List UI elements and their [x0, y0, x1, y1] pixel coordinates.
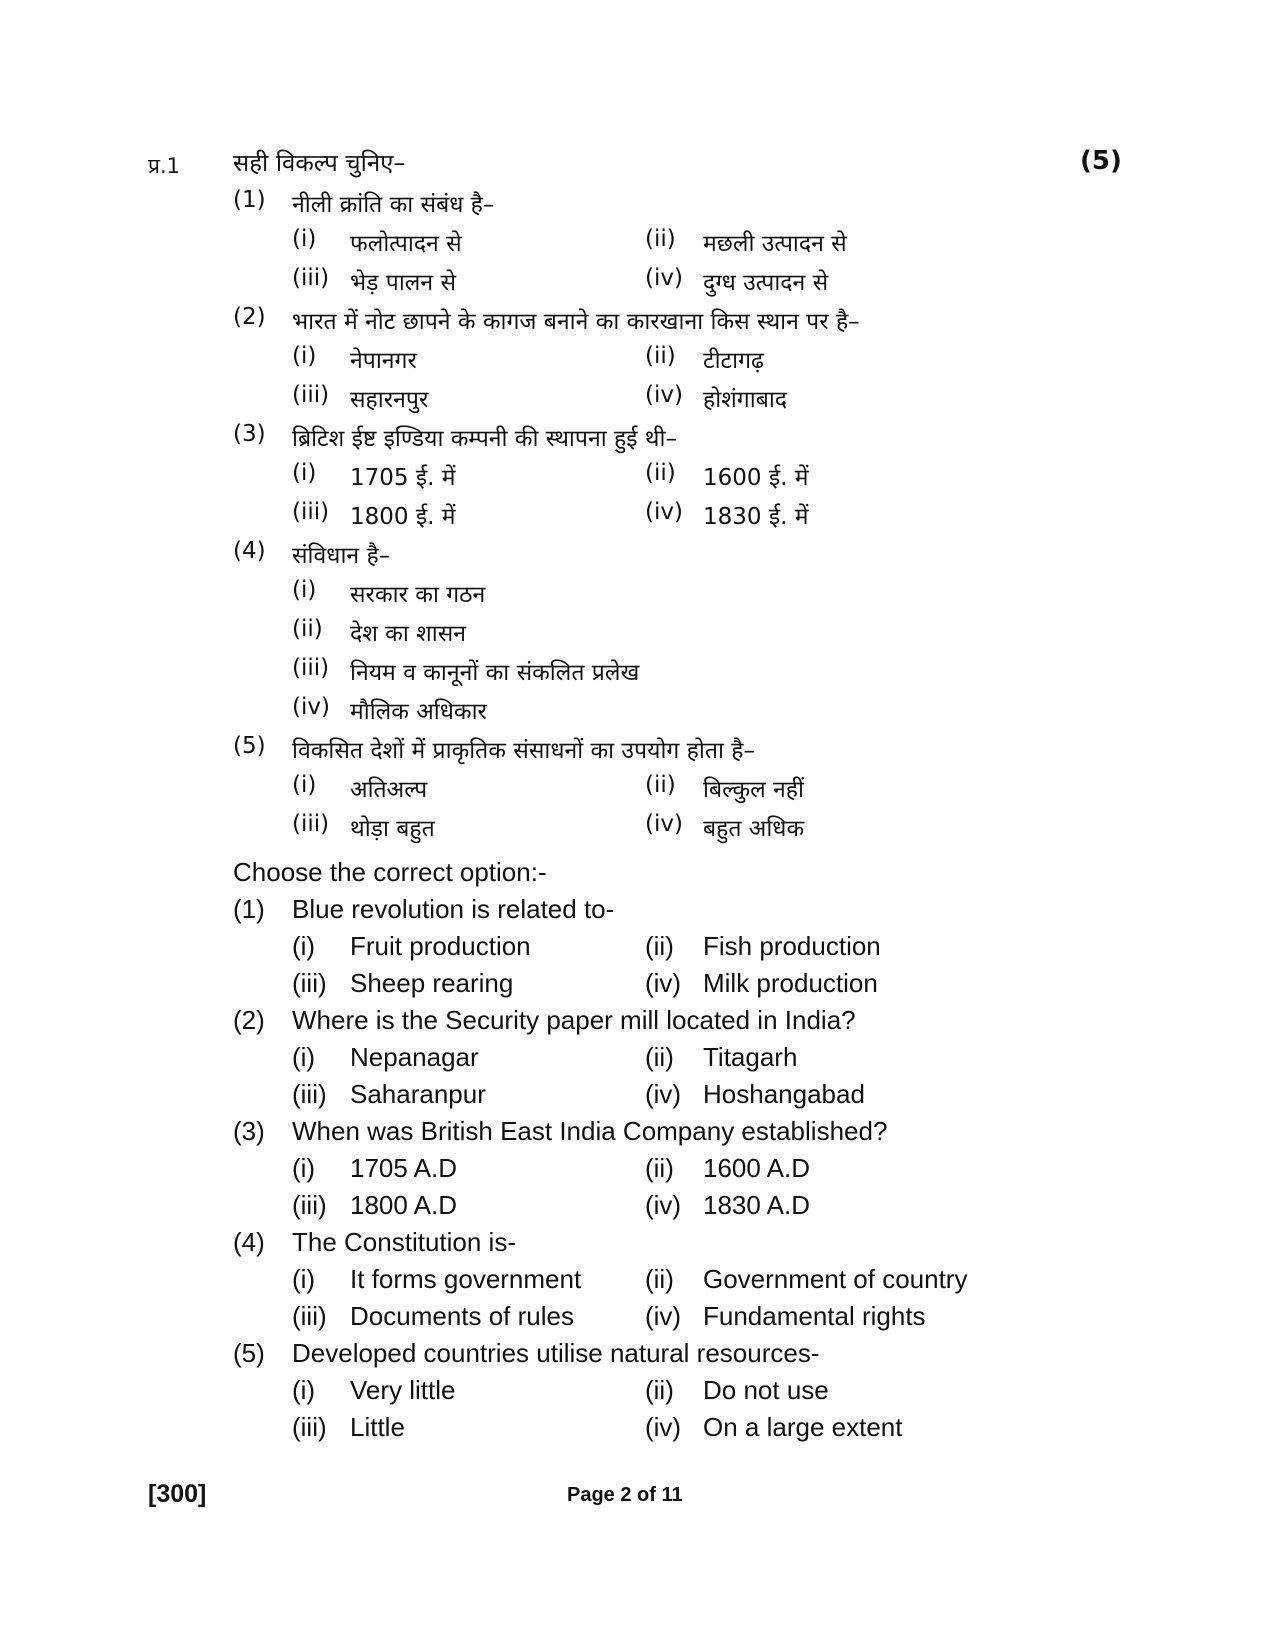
- options-row: [0, 1301, 1275, 1338]
- option-text: बिल्कुल नहीं: [703, 777, 804, 803]
- option-numeral: (ii): [645, 931, 674, 961]
- options-row: [0, 499, 1275, 538]
- options-row: [0, 1153, 1275, 1190]
- question-text: Where is the Security paper mill located in India?: [292, 1005, 856, 1035]
- option-numeral: (ii): [292, 616, 323, 642]
- option-text: 1705 A.D: [350, 1153, 457, 1183]
- paper-code: [300]: [148, 1480, 207, 1508]
- option-text: देश का शासन: [350, 621, 467, 647]
- question-text: When was British East India Company established?: [292, 1116, 888, 1146]
- option-numeral: (i): [292, 1153, 316, 1183]
- option-text: It forms government: [350, 1264, 582, 1294]
- option-text: सहारनपुर: [350, 387, 429, 413]
- english-instruction: Choose the correct option:-: [233, 857, 547, 887]
- option-text: सरकार का गठन: [350, 582, 486, 608]
- option-numeral: (iv): [645, 1412, 682, 1442]
- option-numeral: (iv): [292, 694, 330, 720]
- option-numeral: (iii): [292, 1412, 327, 1442]
- hindi-questions: [0, 187, 1275, 850]
- option-text: Titagarh: [703, 1042, 798, 1072]
- options-row: [0, 577, 1275, 616]
- options-row: [0, 1375, 1275, 1412]
- question-number: (5): [233, 1338, 265, 1368]
- option-numeral: (iii): [292, 265, 330, 291]
- hindi-instruction: सही विकल्प चुनिए–: [233, 149, 406, 177]
- option-text: Government of country: [703, 1264, 968, 1294]
- options-row: [0, 616, 1275, 655]
- option-numeral: (ii): [645, 1153, 674, 1183]
- question-number: (3): [233, 1116, 265, 1146]
- options-row: [0, 460, 1275, 499]
- option-numeral: (ii): [645, 460, 676, 486]
- option-numeral: (iii): [292, 968, 327, 998]
- option-numeral: (ii): [645, 226, 676, 252]
- option-text: Milk production: [703, 968, 878, 998]
- option-text: टीटागढ़: [703, 348, 764, 374]
- option-text: 1600 ई. में: [703, 465, 809, 491]
- question-number: (3): [233, 421, 266, 447]
- question-number: (5): [233, 733, 266, 759]
- option-text: 1800 ई. में: [350, 504, 456, 530]
- option-text: 1600 A.D: [703, 1153, 810, 1183]
- question-row: [0, 538, 1275, 577]
- question-text: ब्रिटिश ईष्ट इण्डिया कम्पनी की स्थापना हुई थी–: [292, 426, 677, 452]
- question-text: The Constitution is-: [292, 1227, 516, 1257]
- option-numeral: (ii): [645, 1264, 674, 1294]
- option-numeral: (ii): [645, 343, 676, 369]
- option-text: Do not use: [703, 1375, 829, 1405]
- option-numeral: (i): [292, 226, 317, 252]
- option-numeral: (iii): [292, 1190, 327, 1220]
- option-text: 1800 A.D: [350, 1190, 457, 1220]
- question-label: प्र.1: [148, 154, 180, 178]
- option-text: Documents of rules: [350, 1301, 574, 1331]
- option-numeral: (i): [292, 1264, 316, 1294]
- question-text: Blue revolution is related to-: [292, 894, 615, 924]
- option-text: नेपानगर: [350, 348, 417, 374]
- option-numeral: (i): [292, 772, 317, 798]
- question-number: (2): [233, 1005, 265, 1035]
- options-row: [0, 226, 1275, 265]
- option-text: 1705 ई. में: [350, 465, 456, 491]
- option-text: मछली उत्पादन से: [703, 231, 847, 257]
- options-row: [0, 931, 1275, 968]
- question-text: विकसित देशों में प्राकृतिक संसाधनों का उपयोग होता है–: [292, 738, 755, 764]
- option-numeral: (iii): [292, 655, 330, 681]
- question-text: संविधान है–: [292, 543, 391, 569]
- option-numeral: (i): [292, 577, 317, 603]
- option-numeral: (iii): [292, 382, 330, 408]
- question-number: (2): [233, 304, 266, 330]
- option-numeral: (iii): [292, 811, 330, 837]
- option-text: भेड़ पालन से: [350, 270, 457, 296]
- option-numeral: (iv): [645, 499, 683, 525]
- option-numeral: (iv): [645, 382, 683, 408]
- options-row: [0, 1264, 1275, 1301]
- question-number: (1): [233, 187, 266, 213]
- option-numeral: (i): [292, 1042, 316, 1072]
- options-row: [0, 655, 1275, 694]
- option-text: Fruit production: [350, 931, 531, 961]
- option-text: होशंगाबाद: [703, 387, 788, 413]
- option-numeral: (iv): [645, 1079, 682, 1109]
- options-row: [0, 265, 1275, 304]
- question-row: [0, 894, 1275, 931]
- question-row: [0, 733, 1275, 772]
- option-text: Sheep rearing: [350, 968, 514, 998]
- option-numeral: (iv): [645, 811, 683, 837]
- question-number: (4): [233, 1227, 265, 1257]
- option-text: 1830 ई. में: [703, 504, 809, 530]
- option-text: थोड़ा बहुत: [350, 816, 435, 842]
- options-row: [0, 382, 1275, 421]
- question-row: [0, 1338, 1275, 1375]
- option-numeral: (iv): [645, 968, 682, 998]
- options-row: [0, 811, 1275, 850]
- options-row: [0, 1412, 1275, 1449]
- option-numeral: (iv): [645, 1301, 682, 1331]
- question-row: [0, 1227, 1275, 1264]
- option-text: Nepanagar: [350, 1042, 479, 1072]
- english-instruction-row: [0, 857, 1275, 894]
- option-text: Fundamental rights: [703, 1301, 926, 1331]
- question-row: [0, 1116, 1275, 1153]
- option-text: On a large extent: [703, 1412, 903, 1442]
- question-row: [0, 421, 1275, 460]
- english-questions: [0, 857, 1275, 1449]
- option-text: Hoshangabad: [703, 1079, 865, 1109]
- option-numeral: (ii): [645, 1375, 674, 1405]
- option-text: Saharanpur: [350, 1079, 486, 1109]
- option-text: नियम व कानूनों का संकलित प्रलेख: [350, 660, 640, 686]
- options-row: [0, 1079, 1275, 1116]
- options-row: [0, 694, 1275, 733]
- option-numeral: (ii): [645, 1042, 674, 1072]
- option-text: अतिअल्प: [350, 777, 428, 803]
- question-number: (4): [233, 538, 266, 564]
- option-numeral: (i): [292, 343, 317, 369]
- option-text: दुग्ध उत्पादन से: [703, 270, 829, 296]
- option-text: 1830 A.D: [703, 1190, 810, 1220]
- option-numeral: (iii): [292, 499, 330, 525]
- option-text: मौलिक अधिकार: [350, 699, 487, 725]
- question-number: (1): [233, 894, 265, 924]
- question-text: Developed countries utilise natural resources-: [292, 1338, 820, 1368]
- options-row: [0, 343, 1275, 382]
- marks-label: (5): [1080, 146, 1122, 176]
- options-row: [0, 772, 1275, 811]
- question-text: भारत में नोट छापने के कागज बनाने का कारखाना किस स्थान पर है–: [292, 309, 860, 335]
- option-text: बहुत अधिक: [703, 816, 805, 842]
- option-text: Little: [350, 1412, 405, 1442]
- option-numeral: (ii): [645, 772, 676, 798]
- question-row: [0, 304, 1275, 343]
- option-text: Fish production: [703, 931, 881, 961]
- page-number: Page 2 of 11: [567, 1484, 683, 1506]
- options-row: [0, 1042, 1275, 1079]
- option-numeral: (i): [292, 1375, 316, 1405]
- option-text: Very little: [350, 1375, 456, 1405]
- option-numeral: (i): [292, 931, 316, 961]
- option-numeral: (iv): [645, 265, 683, 291]
- options-row: [0, 968, 1275, 1005]
- question-text: नीली क्रांति का संबंध है–: [292, 192, 495, 218]
- options-row: [0, 1190, 1275, 1227]
- option-numeral: (i): [292, 460, 317, 486]
- option-numeral: (iii): [292, 1079, 327, 1109]
- question-row: [0, 1005, 1275, 1042]
- option-text: फलोत्पादन से: [350, 231, 462, 257]
- question-row: [0, 187, 1275, 226]
- option-numeral: (iv): [645, 1190, 682, 1220]
- option-numeral: (iii): [292, 1301, 327, 1331]
